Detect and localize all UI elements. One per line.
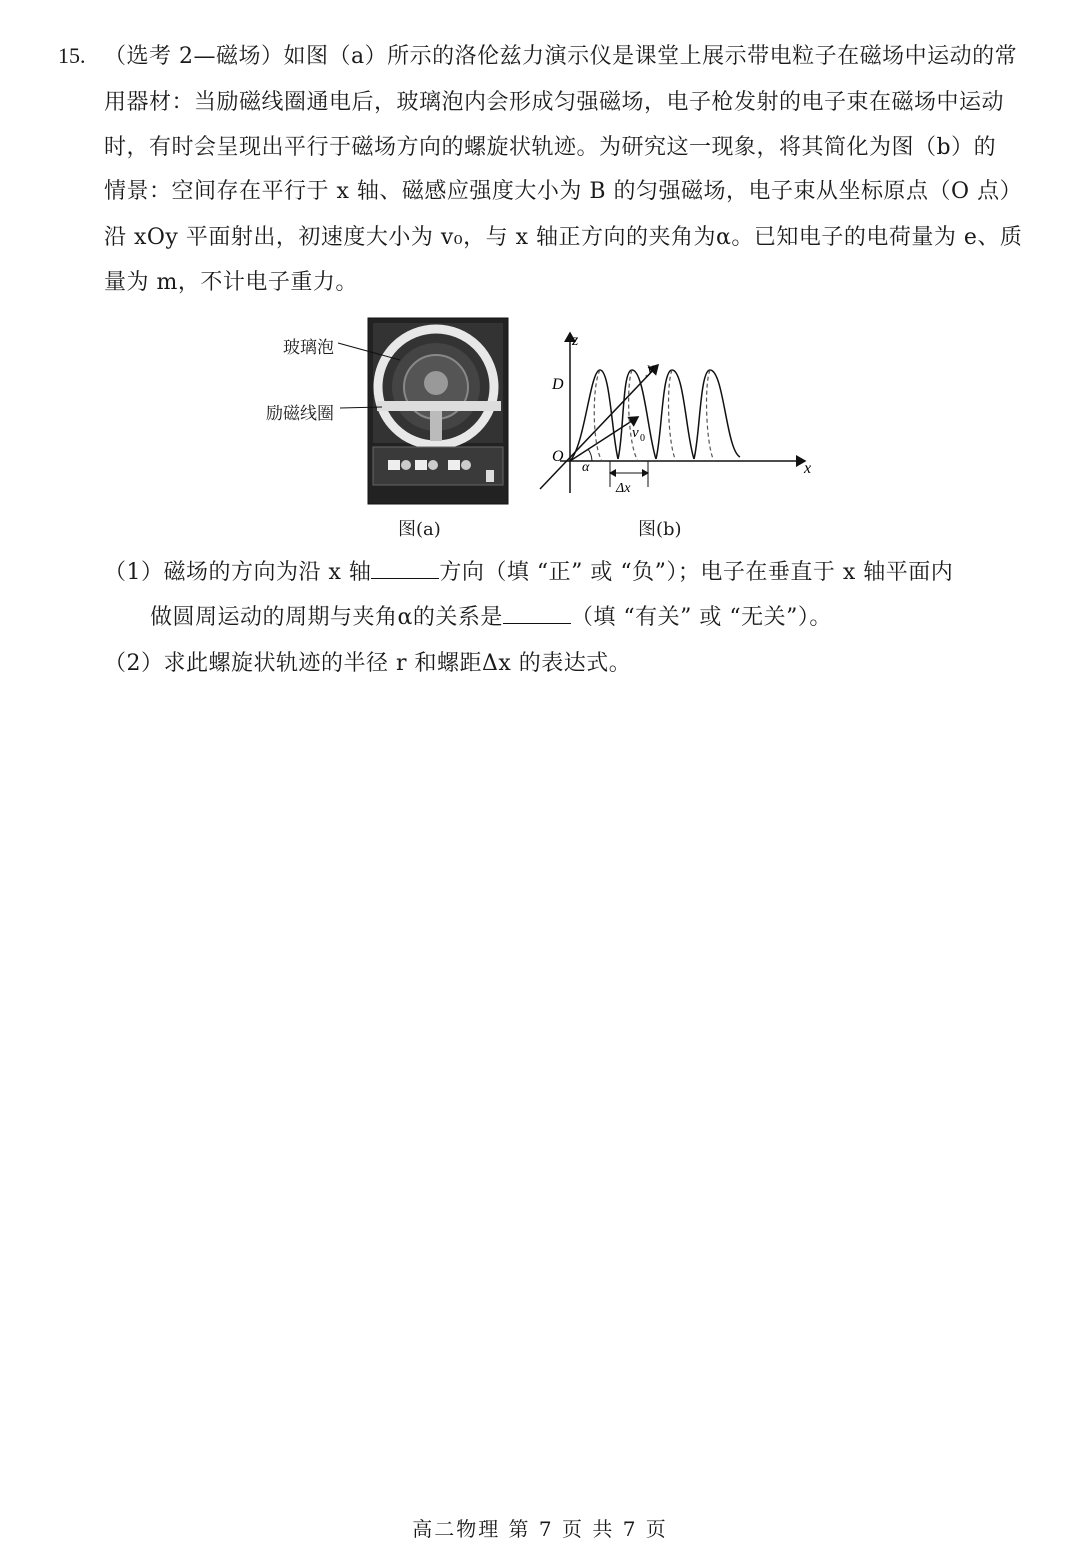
figure-a-caption: 图(a)	[398, 519, 441, 540]
figure-b-caption: 图(b)	[638, 519, 682, 540]
label-dx: Δx	[616, 481, 631, 496]
helix-diagram	[530, 325, 820, 500]
question-line-4: 情景：空间存在平行于 x 轴、磁感应强度大小为 B 的匀强磁场，电子束从坐标原点（O 点）	[104, 179, 1023, 204]
question-line-6: 量为 m，不计电子重力。	[104, 270, 358, 295]
answer-blank-2[interactable]	[503, 603, 571, 624]
figure-b	[530, 325, 820, 500]
sub1-line1-b: 方向（填 “正” 或 “负”）；电子在垂直于 x 轴平面内	[439, 560, 954, 585]
label-y: y	[647, 360, 655, 377]
sub2-line: （2）求此螺旋状轨迹的半径 r 和螺距Δx 的表达式。	[104, 651, 632, 676]
question-number: 15.	[58, 43, 86, 68]
label-alpha: α	[582, 460, 590, 475]
label-coil: 励磁线圈	[266, 404, 334, 424]
sub1-line2	[150, 603, 832, 633]
question-line-1: （选考 2—磁场）如图（a）所示的洛伦兹力演示仪是课堂上展示带电粒子在磁场中运动的常	[104, 44, 1018, 69]
label-z: z	[572, 332, 579, 349]
label-bulb: 玻璃泡	[283, 338, 334, 358]
label-D: D	[552, 376, 564, 393]
page-footer: 高二物理 第 7 页 共 7 页	[412, 1517, 668, 1541]
sub1-line1-a: （1）磁场的方向为沿 x 轴	[104, 560, 372, 585]
answer-blank-1[interactable]	[371, 558, 439, 579]
label-v0: v	[632, 425, 639, 441]
label-x: x	[804, 460, 812, 477]
sub1-line2-b: （填 “有关” 或 “无关”）。	[570, 605, 832, 630]
question-line-2: 用器材：当励磁线圈通电后，玻璃泡内会形成匀强磁场，电子枪发射的电子束在磁场中运动	[104, 90, 1005, 115]
question-line-5: 沿 xOy 平面射出，初速度大小为 v₀，与 x 轴正方向的夹角为α。已知电子的电荷量为 e、质	[104, 225, 1023, 250]
sub1-line2-a: 做圆周运动的周期与夹角α的关系是	[150, 605, 503, 630]
question-line-3: 时，有时会呈现出平行于磁场方向的螺旋状轨迹。为研究这一现象，将其简化为图（b）的	[104, 135, 997, 160]
label-O: O	[552, 448, 564, 465]
sub1-line1	[104, 558, 953, 588]
label-v0-sub: 0	[640, 433, 645, 444]
